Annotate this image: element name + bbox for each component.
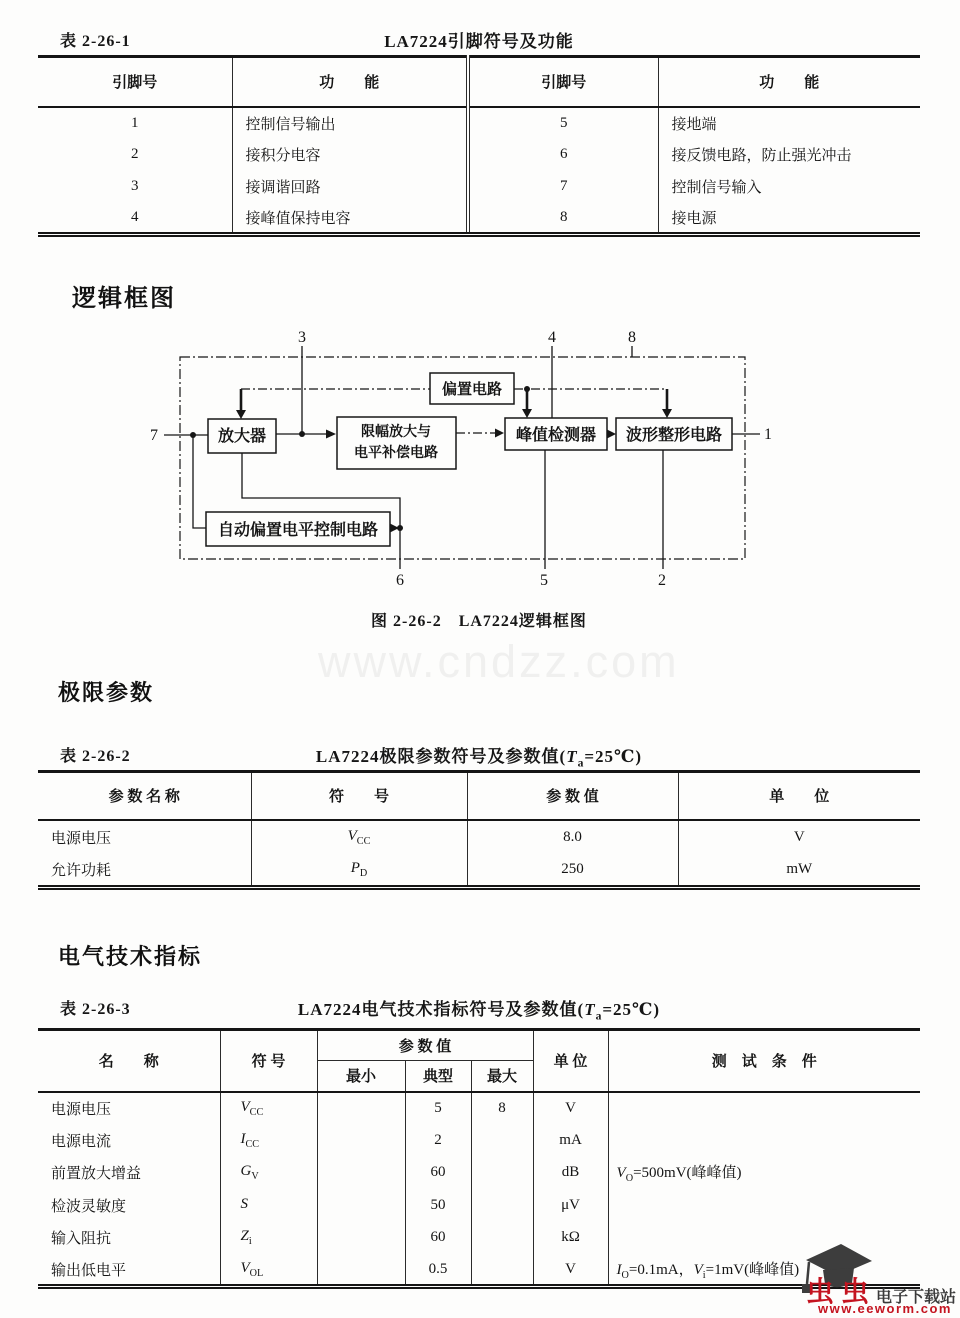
symbol-sub: CC	[356, 835, 371, 847]
table-row	[38, 1222, 920, 1255]
symbol-base: I	[240, 1130, 246, 1147]
spec-name: 前置放大增益	[51, 1166, 142, 1183]
col-header-typ: 典型	[405, 1061, 471, 1092]
symbol-base: G	[240, 1163, 252, 1180]
param-unit: V	[678, 820, 920, 854]
symbol-sub: CC	[245, 1138, 260, 1150]
title-symbol: T	[566, 747, 578, 766]
spec-max	[471, 1222, 533, 1255]
pin-number: 5	[468, 107, 658, 139]
spec-max	[471, 1157, 533, 1190]
spec-name: 电源电压	[51, 1101, 112, 1118]
table-row	[38, 107, 920, 139]
amplifier-label: 放大器	[217, 428, 267, 445]
pin-function: 接积分电容	[232, 139, 468, 171]
arrow-icon	[326, 430, 336, 439]
col-header-name: 名 称	[38, 1030, 220, 1092]
spec-min	[317, 1092, 405, 1125]
col-header-symbol: 符 号	[251, 772, 467, 820]
pin-2-label: 2	[658, 572, 666, 589]
symbol-base: V	[240, 1098, 250, 1115]
col-header-pin-left: 引脚号	[38, 57, 232, 107]
spec-max: 8	[471, 1092, 533, 1125]
col-header-fn-right: 功 能	[658, 57, 920, 107]
site-logo-url: www.eeworm.com	[818, 1301, 952, 1316]
param-name: 电源电压	[51, 830, 112, 847]
table-row	[38, 1092, 920, 1125]
title-subscript: a	[595, 1009, 603, 1023]
pin-number: 6	[468, 139, 658, 171]
col-header-unit: 单 位	[533, 1030, 608, 1092]
electrical-spec-table	[38, 1028, 920, 1289]
cond-symbol: V	[616, 1165, 626, 1182]
col-header-value: 参 数 值	[467, 772, 678, 820]
table-row	[38, 854, 920, 888]
pin-4-label: 4	[548, 329, 556, 346]
table-row	[38, 171, 920, 203]
figure-caption: 图 2-26-2 LA7224逻辑框图	[371, 613, 587, 630]
pin-function: 接地端	[658, 107, 920, 139]
col-header-fn-left: 功 能	[232, 57, 468, 107]
pin-1-label: 1	[764, 426, 772, 443]
section-heading-logic-diagram: 逻辑框图	[72, 286, 176, 312]
param-unit: mW	[678, 854, 920, 888]
col-header-test-condition: 测 试 条 件	[608, 1030, 920, 1092]
spec-unit: V	[533, 1254, 608, 1287]
junction-dot	[299, 431, 305, 437]
section-heading-limits: 极限参数	[58, 680, 155, 705]
pin-7-label: 7	[150, 427, 158, 444]
electrical-table-title	[38, 995, 920, 1022]
pin-3-label: 3	[298, 329, 306, 346]
spec-condition	[608, 1092, 920, 1125]
spec-name: 输出低电平	[51, 1262, 127, 1279]
cond-symbol: V	[693, 1261, 703, 1278]
param-value: 8.0	[467, 820, 678, 854]
table-row	[38, 203, 920, 235]
electrical-table-caption: 表 2-26-3	[60, 1001, 131, 1018]
pin-function: 接调谐回路	[232, 171, 468, 203]
pin-number: 1	[131, 114, 139, 131]
spec-max	[471, 1189, 533, 1222]
spec-unit: mA	[533, 1124, 608, 1157]
symbol-sub: i	[248, 1236, 252, 1248]
spec-typ: 60	[405, 1222, 471, 1255]
col-header-min: 最小	[317, 1061, 405, 1092]
col-header-param-name: 参 数 名 称	[38, 772, 251, 820]
limit-parameters-table	[38, 770, 920, 890]
symbol-base: Z	[240, 1228, 249, 1245]
cond-text: =1mV(峰峰值)	[705, 1261, 800, 1278]
spec-symbol	[220, 1222, 317, 1255]
site-logo-brand: 虫虫	[806, 1276, 877, 1307]
wave-shaper-label: 波形整形电路	[625, 427, 723, 444]
spec-condition	[608, 1189, 920, 1222]
logic-block-diagram	[140, 326, 800, 606]
pin-number: 7	[468, 171, 658, 203]
junction-dot	[190, 432, 196, 438]
title-text: =25℃)	[602, 1000, 661, 1019]
pin-number: 4	[131, 208, 139, 225]
title-text: LA7224电气技术指标符号及参数值(	[297, 1000, 585, 1019]
pin-table-title: LA7224引脚符号及功能	[384, 32, 574, 51]
pin-function-table	[38, 55, 920, 237]
spec-min	[317, 1124, 405, 1157]
symbol-base: V	[240, 1259, 250, 1276]
symbol-base: P	[350, 859, 360, 876]
pin-6-label: 6	[396, 572, 404, 589]
symbol-sub: CC	[249, 1106, 264, 1118]
spec-typ: 2	[405, 1124, 471, 1157]
spec-min	[317, 1254, 405, 1287]
title-subscript: a	[577, 756, 585, 770]
section-heading-electrical: 电气技术指标	[58, 944, 203, 969]
cond-symbol: I	[616, 1261, 622, 1278]
spec-unit: dB	[533, 1157, 608, 1190]
pin-table-caption: 表 2-26-1	[60, 33, 131, 50]
spec-min	[317, 1222, 405, 1255]
table-row	[38, 1189, 920, 1222]
title-symbol: T	[584, 1000, 596, 1019]
auto-bias-label: 自动偏置电平控制电路	[217, 522, 379, 539]
junction-dot	[524, 386, 530, 392]
site-logo-label: 电子下载站	[876, 1289, 957, 1306]
spec-symbol	[220, 1189, 317, 1222]
spec-name: 输入阻抗	[51, 1231, 112, 1248]
table-row	[38, 820, 920, 854]
symbol-sub: OL	[249, 1267, 264, 1279]
pin-number: 2	[131, 146, 139, 162]
cond-text: =500mV(峰峰值)	[633, 1165, 742, 1182]
pin-function: 控制信号输出	[232, 107, 468, 139]
spec-typ: 0.5	[405, 1254, 471, 1287]
cond-sub: i	[702, 1269, 706, 1281]
symbol-sub: V	[251, 1171, 259, 1183]
table-row	[38, 1254, 920, 1287]
symbol-base: S	[240, 1195, 248, 1212]
col-header-pin-right: 引脚号	[468, 57, 658, 107]
spec-min	[317, 1157, 405, 1190]
param-symbol	[251, 820, 467, 854]
pin-number: 8	[468, 203, 658, 235]
spec-max	[471, 1254, 533, 1287]
col-header-param-value: 参 数 值	[317, 1030, 533, 1061]
param-value: 250	[467, 854, 678, 888]
col-header-symbol: 符 号	[220, 1030, 317, 1092]
cond-sub: O	[625, 1173, 634, 1185]
arrow-icon	[607, 430, 616, 439]
pin-5-label: 5	[540, 572, 548, 589]
spec-max	[471, 1124, 533, 1157]
cond-sub: O	[621, 1269, 629, 1281]
spec-symbol	[220, 1254, 317, 1287]
pin-function: 接电源	[658, 203, 920, 235]
spec-name: 电源电流	[51, 1133, 112, 1150]
spec-condition	[608, 1157, 920, 1190]
symbol-base: V	[347, 827, 357, 844]
arrow-icon	[236, 410, 246, 419]
pin-number: 3	[131, 178, 139, 194]
arrow-icon	[495, 429, 504, 438]
pin-function: 接反馈电路，防止强光冲击	[658, 139, 920, 171]
spec-typ: 5	[405, 1092, 471, 1125]
pin-function: 控制信号输入	[658, 171, 920, 203]
col-header-max: 最大	[471, 1061, 533, 1092]
arrow-icon	[522, 409, 532, 418]
pin-8-label: 8	[628, 329, 636, 346]
col-header-unit: 单 位	[678, 772, 920, 820]
arrow-icon	[662, 409, 672, 418]
symbol-sub: D	[359, 867, 368, 879]
pin-function: 接峰值保持电容	[232, 203, 468, 235]
spec-name: 检波灵敏度	[51, 1198, 127, 1215]
limiter-label-1: 限幅放大与	[361, 425, 431, 440]
spec-unit: μV	[533, 1189, 608, 1222]
arrow-icon	[390, 524, 399, 533]
table-row	[38, 1124, 920, 1157]
spec-unit: V	[533, 1092, 608, 1125]
cond-text: =0.1mA，	[628, 1261, 694, 1278]
spec-unit: kΩ	[533, 1222, 608, 1255]
title-text: LA7224极限参数符号及参数值(	[315, 747, 567, 766]
spec-condition	[608, 1124, 920, 1157]
peak-detector-label: 峰值检测器	[515, 427, 597, 444]
title-text: =25℃)	[584, 747, 643, 766]
spec-symbol	[220, 1124, 317, 1157]
table-row	[38, 139, 920, 171]
spec-symbol	[220, 1092, 317, 1125]
spec-min	[317, 1189, 405, 1222]
spec-typ: 50	[405, 1189, 471, 1222]
param-name: 允许功耗	[51, 862, 112, 879]
limiter-label-2: 电平补偿电路	[354, 446, 438, 461]
spec-typ: 60	[405, 1157, 471, 1190]
limits-table-caption: 表 2-26-2	[60, 748, 131, 765]
table-row	[38, 1157, 920, 1190]
watermark: www.cndzz.com	[318, 636, 680, 687]
limits-table-title	[38, 742, 920, 769]
param-symbol	[251, 854, 467, 888]
bias-label: 偏置电路	[441, 382, 503, 398]
spec-symbol	[220, 1157, 317, 1190]
